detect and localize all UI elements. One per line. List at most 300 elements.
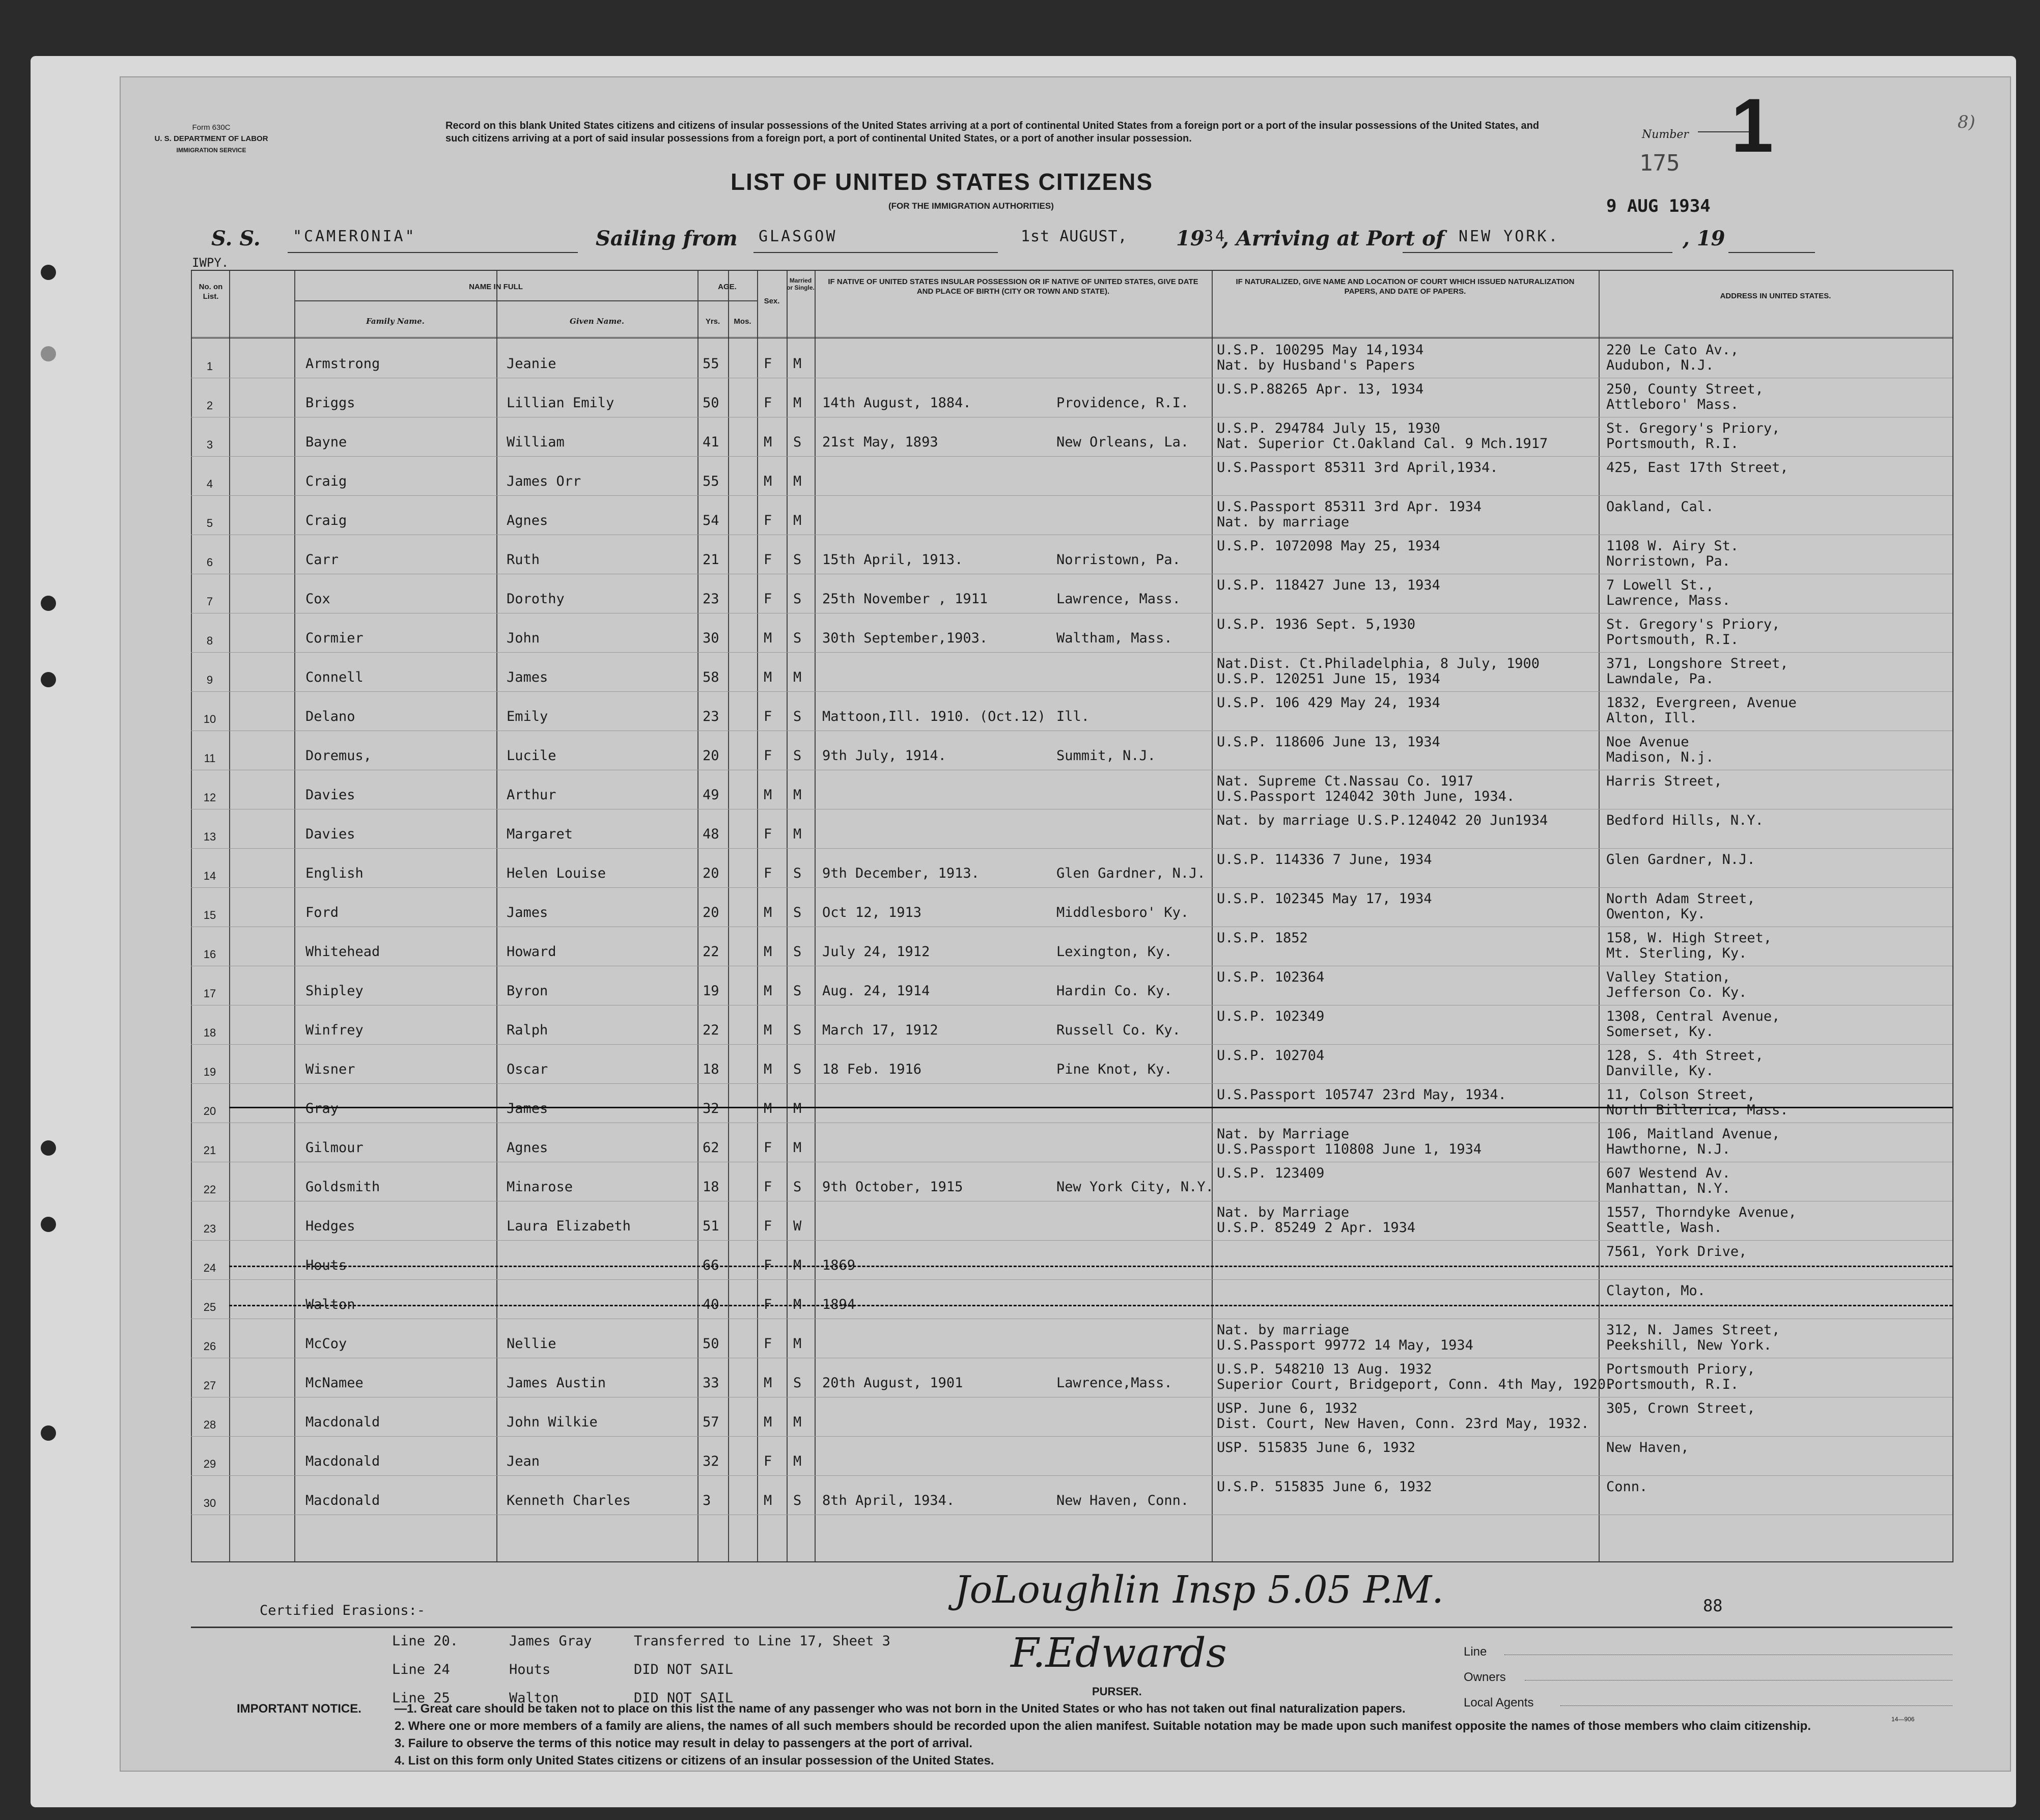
table-row xyxy=(191,1163,1952,1202)
birth-date: July 24, 1912 xyxy=(822,944,930,960)
small-code: 14—906 xyxy=(1891,1716,1915,1723)
table-row xyxy=(191,1437,1952,1476)
naturalization-info: U.S.P. 114336 7 June, 1934 xyxy=(1217,852,1432,867)
us-address: 106, Maitland Avenue, xyxy=(1606,1126,1780,1142)
birth-date: 8th April, 1934. xyxy=(822,1493,955,1508)
sex: M xyxy=(764,1493,772,1508)
age-years: 40 xyxy=(703,1297,719,1312)
sex: M xyxy=(764,787,772,803)
us-address: Noe Avenue xyxy=(1606,734,1689,750)
sex: M xyxy=(764,473,772,489)
table-row xyxy=(191,536,1952,575)
birth-place: New Orleans, La. xyxy=(1056,434,1189,450)
table-row xyxy=(191,732,1952,771)
footer-divider xyxy=(191,1627,1952,1628)
row-rule xyxy=(191,652,1952,653)
row-rule xyxy=(191,1475,1952,1476)
row-number: 16 xyxy=(203,948,216,961)
us-address: Portsmouth, R.I. xyxy=(1606,1377,1739,1392)
punch-hole xyxy=(41,1217,56,1232)
table-row xyxy=(191,1006,1952,1045)
sex: F xyxy=(764,1257,772,1273)
purser-signature: F.Edwards xyxy=(1011,1629,1227,1676)
punch-hole xyxy=(41,596,56,611)
header-no: No. on List. xyxy=(199,283,223,301)
row-number: 7 xyxy=(206,595,213,608)
family-name: Winfrey xyxy=(305,1022,364,1038)
marital-status: M xyxy=(793,1140,802,1156)
record-instructions: Record on this blank United States citizens and citizens of insular possessions of the United States arriving at a port of continental United States from a foreign port or a port of the insular possessions of the United States, and such citizens arriving at a port of said insular possessions from a foreign port, a port of continental United States, or a port of another insular possession. xyxy=(445,120,1540,144)
given-name: Agnes xyxy=(507,513,548,528)
erasion-name: Houts xyxy=(509,1662,551,1677)
header-naturalized: IF NATURALIZED, GIVE NAME AND LOCATION OF COURT WHICH ISSUED NATURALIZATION PAPERS, AND DATE OF PAPERS. xyxy=(1236,277,1575,296)
row-rule xyxy=(191,1044,1952,1045)
table-row xyxy=(191,1320,1952,1359)
marital-status: S xyxy=(793,630,802,646)
naturalization-info: U.S.P. 123409 xyxy=(1217,1165,1325,1181)
birth-place: Lawrence, Mass. xyxy=(1056,591,1181,607)
family-name: Craig xyxy=(305,473,347,489)
header-native: IF NATIVE OF UNITED STATES INSULAR POSSESSION OR IF NATIVE OF UNITED STATES, GIVE DATE AND PLACE OF BIRTH (CITY OR TOWN AND STATE). xyxy=(828,277,1198,296)
naturalization-info: Nat. Superior Ct.Oakland Cal. 9 Mch.1917 xyxy=(1217,436,1548,452)
inspector-signature: JoLoughlin Insp 5.05 P.M. xyxy=(955,1568,1444,1612)
dashed-strike xyxy=(229,1305,1952,1306)
form-number: Form 630C xyxy=(192,123,231,132)
header-name-in-full: NAME IN FULL xyxy=(469,283,523,291)
us-address: St. Gregory's Priory, xyxy=(1606,617,1780,632)
given-name: Agnes xyxy=(507,1140,548,1156)
age-years: 23 xyxy=(703,591,719,607)
ship-underline xyxy=(288,252,578,253)
birth-date: 9th October, 1915 xyxy=(822,1179,963,1195)
table-row xyxy=(191,1045,1952,1084)
table-row xyxy=(191,888,1952,928)
given-name: Ruth xyxy=(507,552,540,568)
naturalization-info: U.S.P. 100295 May 14,1934 xyxy=(1217,342,1424,358)
age-years: 48 xyxy=(703,826,719,842)
family-name: Cox xyxy=(305,591,330,607)
sailing-year: 34 xyxy=(1204,228,1227,245)
marital-status: S xyxy=(793,1375,802,1391)
naturalization-info: Nat. by Marriage xyxy=(1217,1205,1350,1220)
sex: F xyxy=(764,1453,772,1469)
us-address: St. Gregory's Priory, xyxy=(1606,421,1780,436)
given-name: Arthur xyxy=(507,787,556,803)
marital-status: S xyxy=(793,1179,802,1195)
form-service: IMMIGRATION SERVICE xyxy=(176,147,246,154)
naturalization-info: Nat. by marriage U.S.P.124042 20 Jun1934 xyxy=(1217,813,1548,828)
birth-date: 18 Feb. 1916 xyxy=(822,1061,922,1077)
birth-place: Middlesboro' Ky. xyxy=(1056,905,1189,920)
row-number: 12 xyxy=(203,791,216,804)
marital-status: M xyxy=(793,1336,802,1352)
ship-name: "CAMERONIA" xyxy=(293,228,416,245)
table-row xyxy=(191,1202,1952,1241)
us-address: Seattle, Wash. xyxy=(1606,1220,1722,1236)
naturalization-info: U.S.P. 515835 June 6, 1932 xyxy=(1217,1479,1432,1495)
row-rule xyxy=(191,691,1952,692)
row-number: 27 xyxy=(203,1379,216,1392)
family-name: English xyxy=(305,865,364,881)
marital-status: M xyxy=(793,356,802,372)
arriving-label: , Arriving at Port of xyxy=(1222,227,1445,250)
row-number: 8 xyxy=(206,634,213,647)
ship-note: IWPY. xyxy=(192,256,229,270)
age-years: 19 xyxy=(703,983,719,999)
sex: M xyxy=(764,1022,772,1038)
marital-status: S xyxy=(793,865,802,881)
given-name: James Austin xyxy=(507,1375,606,1391)
marital-status: M xyxy=(793,1257,802,1273)
table-row xyxy=(191,810,1952,849)
row-number: 20 xyxy=(203,1105,216,1117)
naturalization-info: Nat. by Husband's Papers xyxy=(1217,357,1416,373)
marital-status: S xyxy=(793,1022,802,1038)
table-row xyxy=(191,653,1952,692)
given-name: Kenneth Charles xyxy=(507,1493,631,1508)
us-address: Madison, N.j. xyxy=(1606,749,1714,765)
family-name: Wisner xyxy=(305,1061,355,1077)
sex: F xyxy=(764,748,772,764)
family-name: Connell xyxy=(305,669,364,685)
given-name: Nellie xyxy=(507,1336,556,1352)
us-address: Conn. xyxy=(1606,1479,1648,1495)
row-number: 13 xyxy=(203,830,216,843)
naturalization-info: Nat. by marriage xyxy=(1217,1322,1350,1338)
age-years: 50 xyxy=(703,1336,719,1352)
erasion-name: James Gray xyxy=(509,1633,592,1649)
table-row xyxy=(191,418,1952,457)
important-label: IMPORTANT NOTICE. xyxy=(237,1702,361,1716)
family-name: Macdonald xyxy=(305,1414,380,1430)
manifest-sheet xyxy=(120,76,2011,1772)
us-address: Clayton, Mo. xyxy=(1606,1283,1706,1299)
number-label: Number xyxy=(1642,128,1689,141)
erasion-line: Line 25 xyxy=(392,1690,450,1706)
sex: F xyxy=(764,709,772,724)
age-years: 22 xyxy=(703,1022,719,1038)
birth-date: 9th December, 1913. xyxy=(822,865,980,881)
marital-status: S xyxy=(793,552,802,568)
table-row xyxy=(191,928,1952,967)
form-department: U. S. DEPARTMENT OF LABOR xyxy=(154,134,268,143)
given-name: William xyxy=(507,434,565,450)
marital-status: S xyxy=(793,748,802,764)
birth-date: 15th April, 1913. xyxy=(822,552,963,568)
marital-status: S xyxy=(793,905,802,920)
given-name: Dorothy xyxy=(507,591,565,607)
naturalization-info: U.S.P. 294784 July 15, 1930 xyxy=(1217,421,1440,436)
punch-hole xyxy=(41,265,56,280)
birth-place: Russell Co. Ky. xyxy=(1056,1022,1181,1038)
us-address: Lawrence, Mass. xyxy=(1606,593,1730,608)
sailing-from: GLASGOW xyxy=(759,228,837,245)
row-number: 4 xyxy=(206,478,213,490)
us-address: North Billerica, Mass. xyxy=(1606,1102,1789,1118)
table-row xyxy=(191,967,1952,1006)
sex: M xyxy=(764,1101,772,1116)
marital-status: M xyxy=(793,1414,802,1430)
given-name: Lucile xyxy=(507,748,556,764)
age-years: 57 xyxy=(703,1414,719,1430)
header-family: Family Name. xyxy=(366,317,425,326)
family-name: Davies xyxy=(305,787,355,803)
age-years: 41 xyxy=(703,434,719,450)
us-address: 7561, York Drive, xyxy=(1606,1244,1747,1259)
erasion-line: Line 24 xyxy=(392,1662,450,1677)
birth-place: Providence, R.I. xyxy=(1056,395,1189,411)
us-address: Attleboro' Mass. xyxy=(1606,397,1739,412)
birth-place: Summit, N.J. xyxy=(1056,748,1156,764)
row-number: 9 xyxy=(206,674,213,686)
local-agents-label: Local Agents xyxy=(1464,1696,1534,1710)
row-number: 24 xyxy=(203,1262,216,1274)
marital-status: M xyxy=(793,669,802,685)
dashed-strike xyxy=(229,1266,1952,1267)
table-row xyxy=(191,1476,1952,1516)
naturalization-info: Nat.Dist. Ct.Philadelphia, 8 July, 1900 xyxy=(1217,656,1540,671)
marital-status: S xyxy=(793,944,802,960)
marital-status: M xyxy=(793,473,802,489)
table-row xyxy=(191,614,1952,653)
sex: F xyxy=(764,395,772,411)
birth-date: 20th August, 1901 xyxy=(822,1375,963,1391)
given-name: Emily xyxy=(507,709,548,724)
sailing-underline xyxy=(753,252,998,253)
notice-4: 4. List on this form only United States citizens or citizens of an insular possession of the United States. xyxy=(395,1754,994,1768)
us-address: Owenton, Ky. xyxy=(1606,906,1706,922)
header-yrs: Yrs. xyxy=(705,317,720,326)
birth-date: 1869 xyxy=(822,1257,856,1273)
birth-date: Mattoon,Ill. 1910. (Oct.12) xyxy=(822,709,1046,724)
us-address: New Haven, xyxy=(1606,1440,1689,1455)
table-row xyxy=(191,771,1952,810)
sex: M xyxy=(764,1061,772,1077)
birth-date: 30th September,1903. xyxy=(822,630,988,646)
table-row xyxy=(191,1241,1952,1280)
us-address: 425, East 17th Street, xyxy=(1606,460,1789,475)
us-address: 607 Westend Av. xyxy=(1606,1165,1730,1181)
us-address: Portsmouth, R.I. xyxy=(1606,632,1739,648)
us-address: Glen Gardner, N.J. xyxy=(1606,852,1755,867)
given-name: Howard xyxy=(507,944,556,960)
us-address: Audubon, N.J. xyxy=(1606,357,1714,373)
given-name: Byron xyxy=(507,983,548,999)
family-name: Gilmour xyxy=(305,1140,364,1156)
header-given: Given Name. xyxy=(570,317,624,326)
sailing-label: Sailing from xyxy=(596,227,738,250)
family-name: Gray xyxy=(305,1101,339,1116)
age-years: 32 xyxy=(703,1453,719,1469)
page-mark: 8) xyxy=(1958,112,1975,132)
erasion-name: Walton xyxy=(509,1690,559,1706)
us-address: Harris Street, xyxy=(1606,773,1722,789)
naturalization-info: U.S.P. 120251 June 15, 1934 xyxy=(1217,671,1440,687)
sex: F xyxy=(764,1336,772,1352)
sex: M xyxy=(764,1414,772,1430)
row-number: 25 xyxy=(203,1301,216,1313)
row-number: 11 xyxy=(204,752,216,765)
birth-place: Lexington, Ky. xyxy=(1056,944,1172,960)
naturalization-info: U.S.P. 102345 May 17, 1934 xyxy=(1217,891,1432,907)
birth-place: New York City, N.Y. xyxy=(1056,1179,1214,1195)
naturalization-info: Superior Court, Bridgeport, Conn. 4th May, 1920. xyxy=(1217,1377,1614,1392)
family-name: McCoy xyxy=(305,1336,347,1352)
naturalization-info: U.S.P. 118606 June 13, 1934 xyxy=(1217,734,1440,750)
row-number: 29 xyxy=(203,1458,216,1470)
line-label: Line xyxy=(1464,1645,1487,1659)
sex: F xyxy=(764,826,772,842)
us-address: 305, Crown Street, xyxy=(1606,1401,1755,1416)
marital-status: S xyxy=(793,434,802,450)
naturalization-info: U.S.Passport 105747 23rd May, 1934. xyxy=(1217,1087,1506,1103)
naturalization-info: U.S.P. 102704 xyxy=(1217,1048,1325,1063)
birth-place: New Haven, Conn. xyxy=(1056,1493,1189,1508)
row-rule xyxy=(191,848,1952,849)
age-years: 50 xyxy=(703,395,719,411)
naturalization-info: U.S.Passport 110808 June 1, 1934 xyxy=(1217,1141,1482,1157)
age-years: 62 xyxy=(703,1140,719,1156)
given-name: Jean xyxy=(507,1453,540,1469)
year-prefix-2: , 19 xyxy=(1683,227,1725,250)
birth-place: Hardin Co. Ky. xyxy=(1056,983,1172,999)
family-name: Hedges xyxy=(305,1218,355,1234)
birth-place: Norristown, Pa. xyxy=(1056,552,1181,568)
form-identification xyxy=(145,122,277,156)
punch-hole xyxy=(41,346,56,361)
marital-status: S xyxy=(793,983,802,999)
given-name: James xyxy=(507,669,548,685)
port-underline xyxy=(1403,252,1672,253)
sex: M xyxy=(764,1375,772,1391)
arrival-port: NEW YORK. xyxy=(1459,228,1560,245)
age-years: 20 xyxy=(703,905,719,920)
owners-dots xyxy=(1525,1680,1952,1681)
age-years: 33 xyxy=(703,1375,719,1391)
row-number: 6 xyxy=(206,556,213,569)
sex: M xyxy=(764,434,772,450)
row-number: 3 xyxy=(206,438,213,451)
row-number: 15 xyxy=(203,909,216,921)
us-address: Valley Station, xyxy=(1606,969,1730,985)
marital-status: S xyxy=(793,1493,802,1508)
sex: M xyxy=(764,630,772,646)
certified-erasions-label: Certified Erasions:- xyxy=(260,1603,426,1618)
us-address: Norristown, Pa. xyxy=(1606,553,1730,569)
marital-status: M xyxy=(793,395,802,411)
table-row xyxy=(191,379,1952,418)
table-row xyxy=(191,1124,1952,1163)
row-number: 30 xyxy=(203,1497,216,1509)
age-years: 55 xyxy=(703,473,719,489)
year-prefix: 19 xyxy=(1176,227,1205,250)
row-rule xyxy=(191,1436,1952,1437)
row-number: 26 xyxy=(203,1340,216,1353)
sex: F xyxy=(764,356,772,372)
us-address: Jefferson Co. Ky. xyxy=(1606,985,1747,1000)
us-address: Portsmouth Priory, xyxy=(1606,1361,1755,1377)
family-name: Armstrong xyxy=(305,356,380,372)
purser-label: PURSER. xyxy=(1092,1685,1142,1698)
header-age: AGE. xyxy=(718,283,737,291)
given-name: James xyxy=(507,905,548,920)
given-name: Margaret xyxy=(507,826,573,842)
age-years: 18 xyxy=(703,1061,719,1077)
handwritten-number: 175 xyxy=(1639,150,1680,176)
marital-status: M xyxy=(793,1453,802,1469)
birth-place: Lawrence,Mass. xyxy=(1056,1375,1172,1391)
age-years: 22 xyxy=(703,944,719,960)
birth-place: Ill. xyxy=(1056,709,1090,724)
birth-date: Aug. 24, 1914 xyxy=(822,983,930,999)
notice-3: 3. Failure to observe the terms of this notice may result in delay to passengers at the port of arrival. xyxy=(395,1737,972,1750)
sex: F xyxy=(764,1218,772,1234)
given-name: Jeanie xyxy=(507,356,556,372)
family-name: Goldsmith xyxy=(305,1179,380,1195)
age-years: 21 xyxy=(703,552,719,568)
naturalization-info: U.S.P. 106 429 May 24, 1934 xyxy=(1217,695,1440,711)
punch-hole xyxy=(41,1140,56,1156)
table-row xyxy=(191,1359,1952,1398)
arrival-stamp: 9 AUG 1934 xyxy=(1606,196,1711,216)
family-name: Macdonald xyxy=(305,1453,380,1469)
table-row xyxy=(191,1084,1952,1124)
punch-hole xyxy=(41,672,56,687)
sex: F xyxy=(764,1297,772,1312)
row-rule xyxy=(191,495,1952,496)
naturalization-info: Nat. by marriage xyxy=(1217,514,1350,530)
sex: F xyxy=(764,513,772,528)
table-row xyxy=(191,1398,1952,1437)
naturalization-info: U.S.Passport 124042 30th June, 1934. xyxy=(1217,789,1515,804)
sex: F xyxy=(764,591,772,607)
family-name: Whitehead xyxy=(305,944,380,960)
erasion-note: DID NOT SAIL xyxy=(634,1662,734,1677)
us-address: Lawndale, Pa. xyxy=(1606,671,1714,687)
birth-place: Pine Knot, Ky. xyxy=(1056,1061,1172,1077)
family-name: Ford xyxy=(305,905,339,920)
naturalization-info: U.S.P. 1852 xyxy=(1217,930,1308,946)
given-name: John Wilkie xyxy=(507,1414,598,1430)
sex: M xyxy=(764,983,772,999)
age-years: 32 xyxy=(703,1101,719,1116)
given-name: Minarose xyxy=(507,1179,573,1195)
birth-place: Waltham, Mass. xyxy=(1056,630,1172,646)
us-address: Hawthorne, N.J. xyxy=(1606,1141,1730,1157)
marital-status: M xyxy=(793,513,802,528)
family-name: Carr xyxy=(305,552,339,568)
us-address: Portsmouth, R.I. xyxy=(1606,436,1739,452)
us-address: Alton, Ill. xyxy=(1606,710,1697,726)
row-number: 17 xyxy=(203,987,216,1000)
us-address: Danville, Ky. xyxy=(1606,1063,1714,1079)
us-address: Peekshill, New York. xyxy=(1606,1337,1772,1353)
age-years: 18 xyxy=(703,1179,719,1195)
age-years: 20 xyxy=(703,748,719,764)
sex: F xyxy=(764,865,772,881)
family-name: Delano xyxy=(305,709,355,724)
sex: F xyxy=(764,1179,772,1195)
row-rule xyxy=(191,456,1952,457)
us-address: 250, County Street, xyxy=(1606,381,1764,397)
us-address: Mt. Sterling, Ky. xyxy=(1606,945,1747,961)
naturalization-info: USP. June 6, 1932 xyxy=(1217,1401,1358,1416)
age-years: 51 xyxy=(703,1218,719,1234)
passenger-table xyxy=(191,270,1953,1562)
family-name: Briggs xyxy=(305,395,355,411)
table-row xyxy=(191,849,1952,888)
naturalization-info: U.S.P. 1072098 May 25, 1934 xyxy=(1217,538,1440,554)
